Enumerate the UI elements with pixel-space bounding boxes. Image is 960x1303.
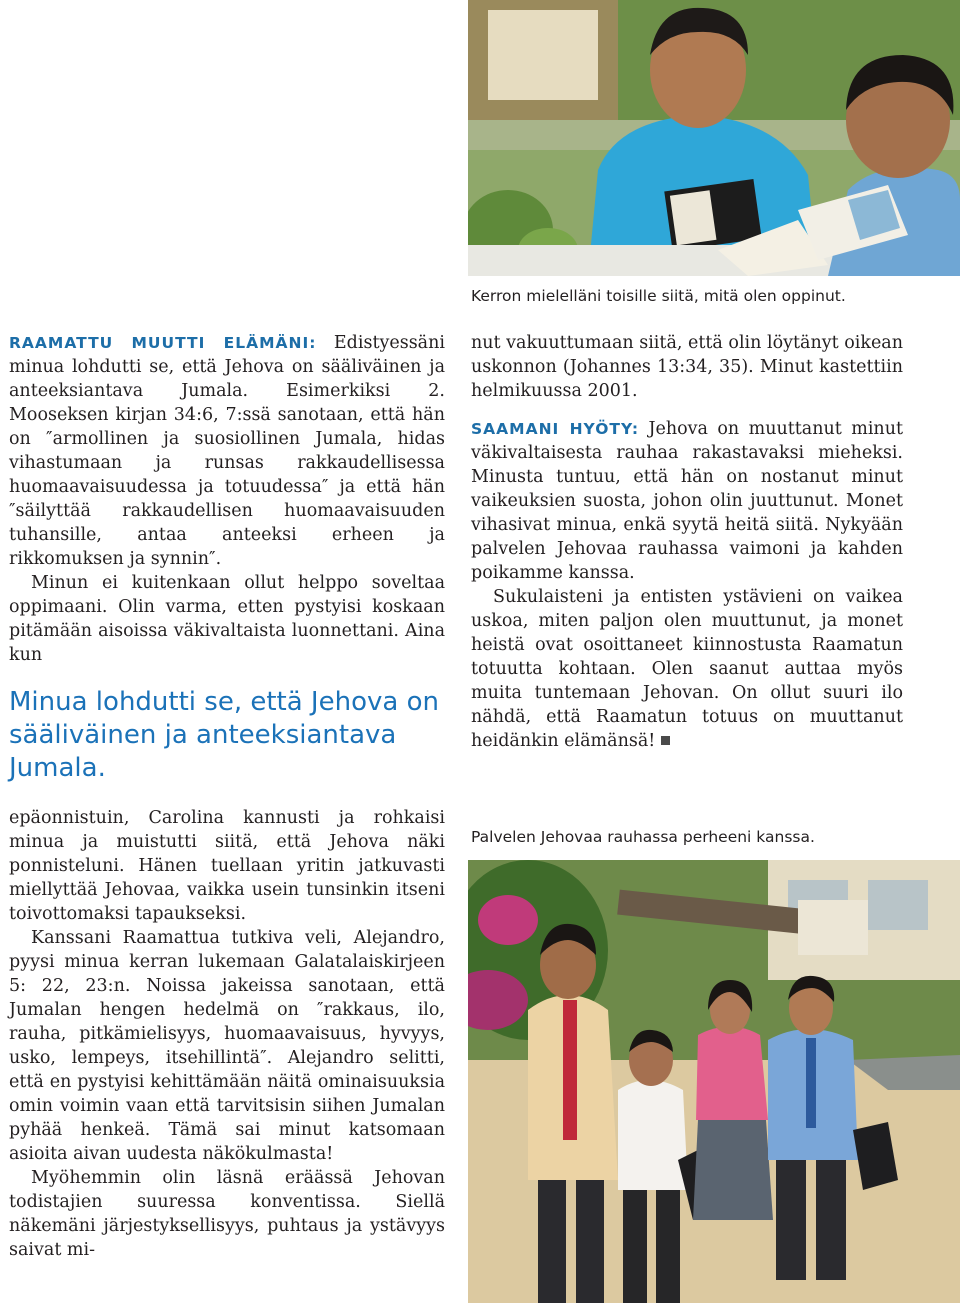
photo-caption-bottom: Palvelen Jehovaa rauhassa perheeni kanssa. bbox=[471, 828, 815, 846]
bible-study-illustration bbox=[468, 0, 960, 276]
article-column-right bbox=[471, 331, 903, 753]
pull-quote: Minua lohdutti se, että Jehova on sääliväinen ja anteeksiantava Jumala. bbox=[9, 687, 439, 783]
section-kicker-bible-changed: RAAMATTU MUUTTI ELÄMÄNI: bbox=[9, 334, 317, 352]
paragraph-benefit bbox=[471, 417, 903, 585]
paragraph: Kanssani Raamattua tutkiva veli, Alejandro, pyysi minua kerran lukemaan Galatalaiskirjeen 5: 22, 23:n. Noissa jakeissa sanotaan, että Jumalan hengen hedelmä on ″rakkaus, ilo, rauha, pitkämielisyys, huomaavaisuus, hyvyys, usko, lempeys, itsehillintä″. Alejandro selitti, että en pystyisi kehittämään näitä ominaisuuksia omin voimin vaan että tarvitsisin siihen Jumalan pyhää henkeä. Tämä sai minut katsomaan asioita aivan uudesta näkökulmasta! bbox=[9, 928, 445, 1164]
family-walking-illustration bbox=[468, 860, 960, 1303]
paragraph: Myöhemmin olin läsnä eräässä Jehovan todistajien suuressa konventissa. Siellä näkemäni järjestyksellisyys, puhtaus ja ystävyys saivat mi- bbox=[9, 1168, 445, 1260]
paragraph: nut vakuuttumaan siitä, että olin löytänyt oikean uskonnon (Johannes 13:34, 35). Minut kastettiin helmikuussa 2001. bbox=[471, 333, 904, 401]
paragraph-text: Jehova on muuttanut minut väkivaltaisesta rauhaa rakastavaksi mieheksi. Minusta tuntuu, että hän on nostanut minut vaikeuksien suosta, johon olin juuttunut. Monet vihasivat minua, enkä syytä heitä siitä. Nykyään palvelen Jehovaa rauhassa vaimoni ja kahden poikamme kanssa. bbox=[471, 419, 903, 583]
section-kicker-benefit: SAAMANI HYÖTY: bbox=[471, 420, 640, 438]
paragraph: Minun ei kuitenkaan ollut helppo soveltaa oppimaani. Olin varma, etten pystyisi koskaan pitämään aisoissa väkivaltaista luonnettani. Aina kun bbox=[9, 573, 445, 665]
paragraph-text: Sukulaisteni ja entisten ystävieni on vaikea uskoa, miten paljon olen muuttunut, ja monet heistä ovat osoittaneet kiinnostusta Raamatun totuutta kohtaan. Olen saanut auttaa myös muita tuntemaan Jehovan. On ollut suuri ilo nähdä, että Raamatun totuus on muuttanut heidänkin elämänsä! bbox=[471, 587, 903, 751]
paragraph-bible-changed bbox=[9, 331, 445, 571]
photo-bible-study bbox=[468, 0, 960, 276]
end-of-article-icon bbox=[661, 736, 670, 745]
photo-family-walking bbox=[468, 860, 960, 1303]
paragraph-final bbox=[471, 585, 903, 753]
paragraph: epäonnistuin, Carolina kannusti ja rohkaisi minua ja muistutti siitä, että Jehova näki ponnisteluni. Hänen tuellaan yritin jatkuvasti miellyttää Jehovaa, vaikka usein tunsinkin itseni toivottomaksi tapaukseksi. bbox=[9, 808, 445, 924]
paragraph-text: Edistyessäni minua lohdutti se, että Jehova on sääliväinen ja anteeksiantava Jumala. Esimerkiksi 2. Mooseksen kirjan 34:6, 7:ssä sanotaan, että hän on ″armollinen ja suosiollinen Jumala, hidas vihastumaan ja runsas rakkaudellisessa huomaavaisuudessa ja totuudessa″ ja että hän ″säilyttää rakkaudellisen huomaavaisuuden tuhansille, antaa anteeksi erheen ja rikkomuksen ja synnin″. bbox=[9, 333, 445, 569]
article-column-left bbox=[9, 331, 445, 1262]
photo-caption-top: Kerron mielelläni toisille siitä, mitä olen oppinut. bbox=[471, 287, 846, 305]
